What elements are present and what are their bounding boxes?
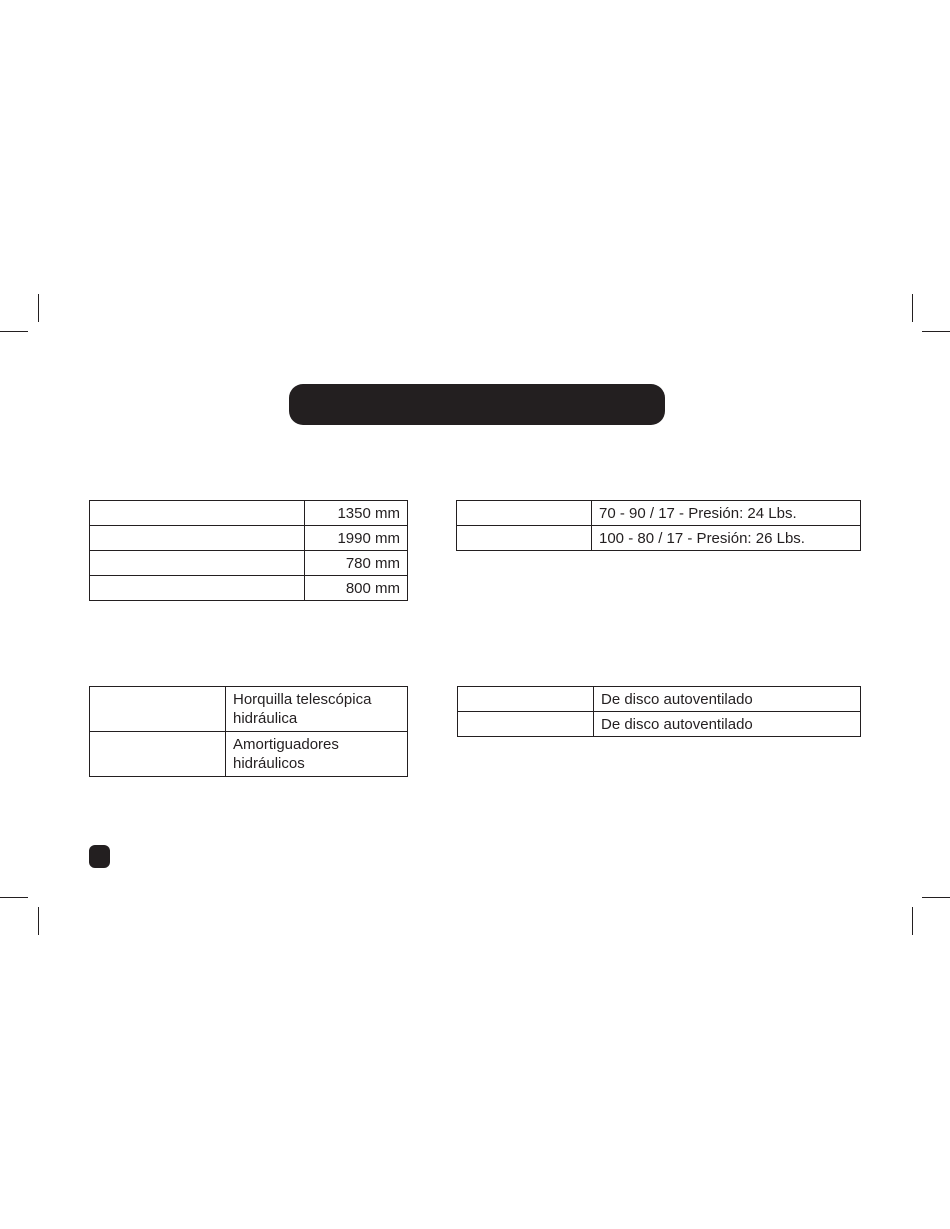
row-label xyxy=(458,712,594,737)
table-row xyxy=(90,732,408,777)
table-row xyxy=(90,687,408,732)
tires-table xyxy=(456,500,861,551)
row-value: De disco autoventilado xyxy=(594,687,861,712)
row-value-line: Horquilla telescópica xyxy=(233,691,372,708)
row-value: 780 mm xyxy=(305,551,408,576)
page-number-marker xyxy=(89,845,110,868)
row-label xyxy=(90,576,305,601)
row-label xyxy=(457,501,592,526)
row-value: 100 - 80 / 17 - Presión: 26 Lbs. xyxy=(592,526,861,551)
table-row xyxy=(457,526,861,551)
row-value-line: hidráulica xyxy=(233,710,298,727)
row-value-line: hidráulicos xyxy=(233,755,305,772)
row-value: 70 - 90 / 17 - Presión: 24 Lbs. xyxy=(592,501,861,526)
row-value: 1350 mm xyxy=(305,501,408,526)
row-label xyxy=(458,687,594,712)
section-title-banner xyxy=(289,384,665,425)
row-value-line: Amortiguadores xyxy=(233,736,339,753)
row-value: 800 mm xyxy=(305,576,408,601)
table-row xyxy=(457,501,861,526)
table-row xyxy=(90,501,408,526)
crop-mark-top-left-horizontal xyxy=(0,331,28,332)
crop-mark-top-left-vertical xyxy=(38,294,39,322)
row-value xyxy=(226,687,408,732)
crop-mark-bottom-left-horizontal xyxy=(0,897,28,898)
crop-mark-top-right-vertical xyxy=(912,294,913,322)
table-row xyxy=(458,712,861,737)
table-row xyxy=(90,576,408,601)
row-label xyxy=(457,526,592,551)
row-value: 1990 mm xyxy=(305,526,408,551)
crop-mark-bottom-right-horizontal xyxy=(922,897,950,898)
crop-mark-bottom-right-vertical xyxy=(912,907,913,935)
table-row xyxy=(458,687,861,712)
crop-mark-top-right-horizontal xyxy=(922,331,950,332)
row-value: De disco autoventilado xyxy=(594,712,861,737)
row-label xyxy=(90,732,226,777)
row-label xyxy=(90,526,305,551)
brakes-table xyxy=(457,686,861,737)
row-label xyxy=(90,551,305,576)
dimensions-table xyxy=(89,500,408,601)
crop-mark-bottom-left-vertical xyxy=(38,907,39,935)
row-label xyxy=(90,501,305,526)
table-row xyxy=(90,551,408,576)
suspension-table xyxy=(89,686,408,777)
row-value xyxy=(226,732,408,777)
table-row xyxy=(90,526,408,551)
row-label xyxy=(90,687,226,732)
